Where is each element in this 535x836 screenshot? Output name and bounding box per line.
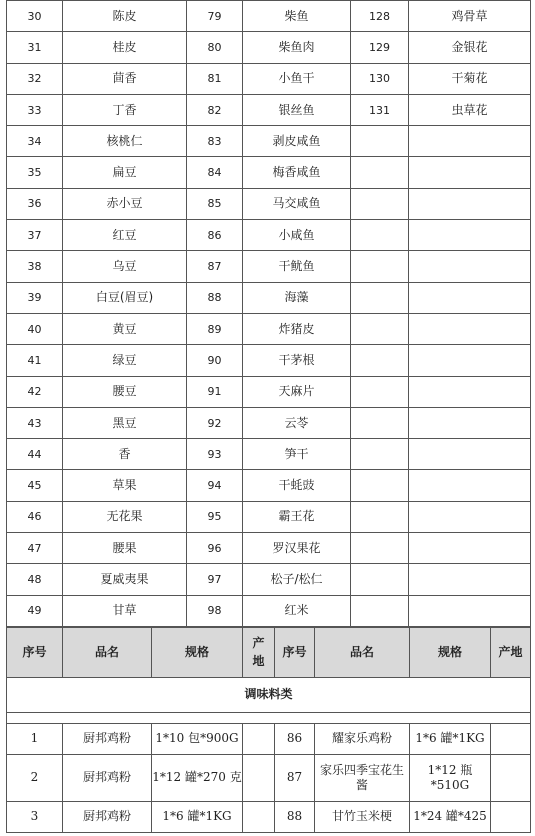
name-cell (409, 313, 531, 344)
origin-cell (491, 754, 531, 801)
table-row (7, 376, 531, 407)
name-cell: 黑豆 (63, 407, 187, 438)
table-row (7, 188, 531, 219)
seq-cell: 43 (7, 407, 63, 438)
seq-cell: 34 (7, 126, 63, 157)
name-cell: 梅香咸鱼 (243, 157, 351, 188)
seq-cell (351, 376, 409, 407)
name-cell: 厨邦鸡粉 (63, 754, 152, 801)
origin-cell (243, 754, 275, 801)
seq-cell (351, 188, 409, 219)
name-cell (409, 407, 531, 438)
table-row (7, 595, 531, 626)
seq-cell (351, 470, 409, 501)
seq-cell: 39 (7, 282, 63, 313)
seq-cell: 33 (7, 94, 63, 125)
name-cell: 霸王花 (243, 501, 351, 532)
seq-cell: 95 (187, 501, 243, 532)
name-cell (409, 439, 531, 470)
seq-cell: 79 (187, 1, 243, 32)
name-cell: 绿豆 (63, 345, 187, 376)
name-cell: 红豆 (63, 220, 187, 251)
spec-cell: 1*6 罐*1KG (152, 801, 243, 832)
name-cell: 香 (63, 439, 187, 470)
spec-cell: 1*12 罐*270 克 (152, 754, 243, 801)
name-cell (409, 157, 531, 188)
name-cell: 乌豆 (63, 251, 187, 282)
name-cell: 罗汉果花 (243, 533, 351, 564)
name-cell: 金银花 (409, 32, 531, 63)
name-cell: 炸猪皮 (243, 313, 351, 344)
name-cell: 剥皮咸鱼 (243, 126, 351, 157)
table-row (7, 220, 531, 251)
seq-cell: 30 (7, 1, 63, 32)
table-row (7, 251, 531, 282)
table-row (7, 754, 531, 801)
seq-cell: 31 (7, 32, 63, 63)
seq-cell: 3 (7, 801, 63, 832)
name-cell: 黄豆 (63, 313, 187, 344)
seq-cell: 2 (7, 754, 63, 801)
seq-cell (351, 157, 409, 188)
seq-cell: 46 (7, 501, 63, 532)
seq-cell: 48 (7, 564, 63, 595)
seq-cell (351, 407, 409, 438)
table-row (7, 282, 531, 313)
seq-cell (351, 345, 409, 376)
seq-cell: 96 (187, 533, 243, 564)
name-cell: 丁香 (63, 94, 187, 125)
name-cell (409, 220, 531, 251)
header-origin-2: 产地 (491, 627, 531, 677)
seq-cell (351, 282, 409, 313)
table-row (7, 407, 531, 438)
seq-cell: 91 (187, 376, 243, 407)
name-cell (409, 501, 531, 532)
name-cell: 耀家乐鸡粉 (315, 723, 410, 754)
seq-cell (351, 564, 409, 595)
name-cell: 腰豆 (63, 376, 187, 407)
seq-cell (351, 220, 409, 251)
seq-cell: 85 (187, 188, 243, 219)
table-row (7, 1, 531, 32)
seq-cell: 41 (7, 345, 63, 376)
name-cell (409, 564, 531, 595)
seq-cell (351, 595, 409, 626)
header-spec: 规格 (152, 627, 243, 677)
seq-cell (351, 533, 409, 564)
name-cell: 腰果 (63, 533, 187, 564)
spec-cell: 1*10 包*900G (152, 723, 243, 754)
seq-cell: 82 (187, 94, 243, 125)
seq-cell: 130 (351, 63, 409, 94)
seq-cell: 129 (351, 32, 409, 63)
table-row (7, 439, 531, 470)
header-origin: 产 地 (243, 627, 275, 677)
name-cell: 天麻片 (243, 376, 351, 407)
seq-cell: 93 (187, 439, 243, 470)
header-name: 品名 (63, 627, 152, 677)
seq-cell: 131 (351, 94, 409, 125)
spec-cell: 1*12 瓶*510G (410, 754, 491, 801)
name-cell: 干蚝豉 (243, 470, 351, 501)
name-cell: 厨邦鸡粉 (63, 801, 152, 832)
origin-cell (243, 801, 275, 832)
table-row (7, 723, 531, 754)
name-cell (409, 282, 531, 313)
name-cell: 虫草花 (409, 94, 531, 125)
table-row (7, 313, 531, 344)
section-row (7, 677, 531, 712)
seq-cell: 84 (187, 157, 243, 188)
seasoning-table (6, 627, 531, 833)
seq-cell (351, 313, 409, 344)
name-cell: 甘竹玉米梗 (315, 801, 410, 832)
table-row (7, 564, 531, 595)
header-name-2: 品名 (315, 627, 410, 677)
name-cell: 草果 (63, 470, 187, 501)
name-cell (409, 251, 531, 282)
table-header-row (7, 627, 531, 677)
seq-cell: 90 (187, 345, 243, 376)
name-cell: 柴鱼肉 (243, 32, 351, 63)
section-title: 调味料类 (7, 677, 531, 712)
spec-cell: 1*6 罐*1KG (410, 723, 491, 754)
seq-cell: 32 (7, 63, 63, 94)
name-cell: 茴香 (63, 63, 187, 94)
name-cell: 马交咸鱼 (243, 188, 351, 219)
product-list-table (6, 0, 531, 627)
seq-cell: 87 (187, 251, 243, 282)
name-cell: 云苓 (243, 407, 351, 438)
name-cell: 扁豆 (63, 157, 187, 188)
spacer-cell (7, 712, 531, 723)
seq-cell: 88 (275, 801, 315, 832)
name-cell: 鸡骨草 (409, 1, 531, 32)
name-cell: 核桃仁 (63, 126, 187, 157)
name-cell (409, 126, 531, 157)
seq-cell: 98 (187, 595, 243, 626)
name-cell: 银丝鱼 (243, 94, 351, 125)
seq-cell: 40 (7, 313, 63, 344)
seq-cell: 87 (275, 754, 315, 801)
seq-cell (351, 251, 409, 282)
name-cell: 桂皮 (63, 32, 187, 63)
name-cell: 干菊花 (409, 63, 531, 94)
name-cell: 笋干 (243, 439, 351, 470)
seq-cell (351, 126, 409, 157)
seq-cell: 88 (187, 282, 243, 313)
table-row (7, 470, 531, 501)
seq-cell: 128 (351, 1, 409, 32)
price-sheet (6, 0, 530, 833)
seq-cell: 89 (187, 313, 243, 344)
seq-cell: 80 (187, 32, 243, 63)
name-cell (409, 188, 531, 219)
table-row (7, 533, 531, 564)
seq-cell: 86 (275, 723, 315, 754)
seq-cell: 47 (7, 533, 63, 564)
header-spec-2: 规格 (410, 627, 491, 677)
header-seq: 序号 (7, 627, 63, 677)
seq-cell: 38 (7, 251, 63, 282)
seq-cell: 35 (7, 157, 63, 188)
table-row (7, 32, 531, 63)
name-cell: 红米 (243, 595, 351, 626)
seq-cell: 94 (187, 470, 243, 501)
origin-cell (491, 723, 531, 754)
seq-cell: 44 (7, 439, 63, 470)
seq-cell: 45 (7, 470, 63, 501)
table-row (7, 501, 531, 532)
name-cell: 小鱼干 (243, 63, 351, 94)
name-cell: 白豆(眉豆) (63, 282, 187, 313)
table-row (7, 126, 531, 157)
name-cell: 小咸鱼 (243, 220, 351, 251)
name-cell: 厨邦鸡粉 (63, 723, 152, 754)
seq-cell: 37 (7, 220, 63, 251)
table-row (7, 94, 531, 125)
header-seq-2: 序号 (275, 627, 315, 677)
spec-cell: 1*24 罐*425 (410, 801, 491, 832)
seq-cell (351, 439, 409, 470)
seq-cell: 97 (187, 564, 243, 595)
origin-cell (491, 801, 531, 832)
seq-cell: 36 (7, 188, 63, 219)
name-cell (409, 595, 531, 626)
name-cell: 松子/松仁 (243, 564, 351, 595)
seq-cell: 86 (187, 220, 243, 251)
table-row (7, 345, 531, 376)
seq-cell (351, 501, 409, 532)
name-cell: 赤小豆 (63, 188, 187, 219)
seq-cell: 83 (187, 126, 243, 157)
seq-cell: 92 (187, 407, 243, 438)
spacer-row (7, 712, 531, 723)
name-cell (409, 345, 531, 376)
table-row (7, 157, 531, 188)
seq-cell: 81 (187, 63, 243, 94)
name-cell: 干茅根 (243, 345, 351, 376)
name-cell (409, 533, 531, 564)
name-cell: 夏威夷果 (63, 564, 187, 595)
origin-cell (243, 723, 275, 754)
name-cell: 陈皮 (63, 1, 187, 32)
name-cell: 干鱿鱼 (243, 251, 351, 282)
name-cell: 海藻 (243, 282, 351, 313)
seq-cell: 42 (7, 376, 63, 407)
name-cell (409, 376, 531, 407)
name-cell: 甘草 (63, 595, 187, 626)
name-cell: 柴鱼 (243, 1, 351, 32)
name-cell: 无花果 (63, 501, 187, 532)
name-cell (409, 470, 531, 501)
seq-cell: 49 (7, 595, 63, 626)
name-cell: 家乐四季宝花生酱 (315, 754, 410, 801)
table-row (7, 801, 531, 832)
seq-cell: 1 (7, 723, 63, 754)
table-row (7, 63, 531, 94)
